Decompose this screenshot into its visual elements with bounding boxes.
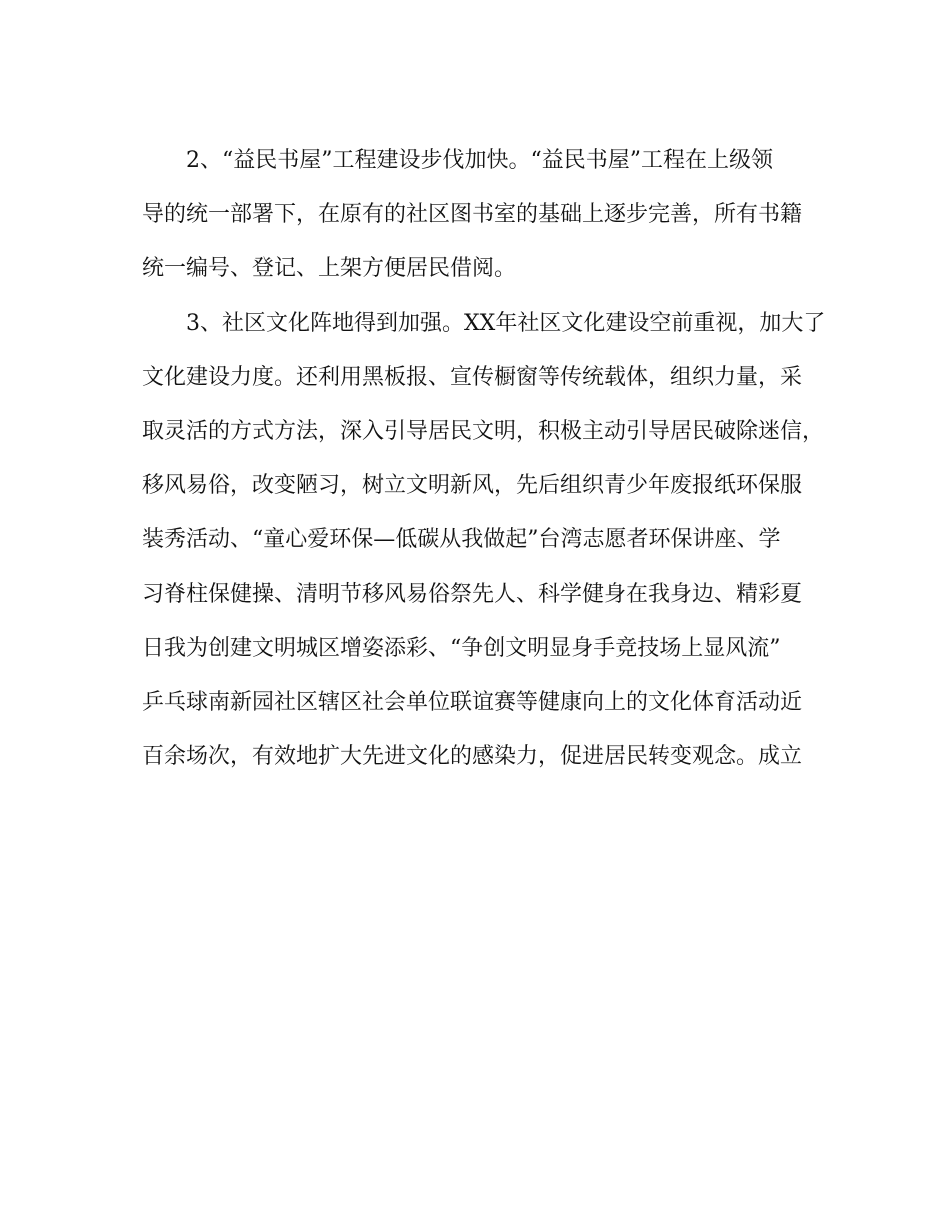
paragraph-3-line-3: 取灵活的方式方法，深入引导居民文明，积极主动引导居民破除迷信，: [142, 418, 825, 444]
paragraph-3-line-4: 移风易俗，改变陋习，树立文明新风，先后组织青少年废报纸环保服: [142, 473, 803, 499]
paragraph-2-line-2: 导的统一部署下，在原有的社区图书室的基础上逐步完善，所有书籍: [142, 202, 803, 228]
paragraph-3-line-6: 习脊柱保健操、清明节移风易俗祭先人、科学健身在我身边、精彩夏: [142, 581, 803, 607]
paragraph-3-line-2: 文化建设力度。还利用黑板报、宣传橱窗等传统载体，组织力量，采: [142, 364, 803, 390]
paragraph-3-line-9: 百余场次，有效地扩大先进文化的感染力，促进居民转变观念。成立: [142, 744, 803, 770]
paragraph-2-line-1: 2、“益民书屋”工程建设步伐加快。“益民书屋”工程在上级领: [186, 148, 773, 173]
paragraph-2-line-3: 统一编号、登记、上架方便居民借阅。: [142, 256, 517, 282]
paragraph-3-line-5: 装秀活动、“童心爱环保—低碳从我做起”台湾志愿者环保讲座、学: [142, 527, 781, 553]
paragraph-3-line-7: 日我为创建文明城区增姿添彩、“争创文明显身手竞技场上显风流”: [142, 635, 781, 661]
paragraph-3-line-8: 乒乓球南新园社区辖区社会单位联谊赛等健康向上的文化体育活动近: [142, 689, 803, 715]
paragraph-3-line-1: 3、社区文化阵地得到加强。XX年社区文化建设空前重视，加大了: [186, 310, 826, 336]
document-body: [142, 134, 826, 784]
